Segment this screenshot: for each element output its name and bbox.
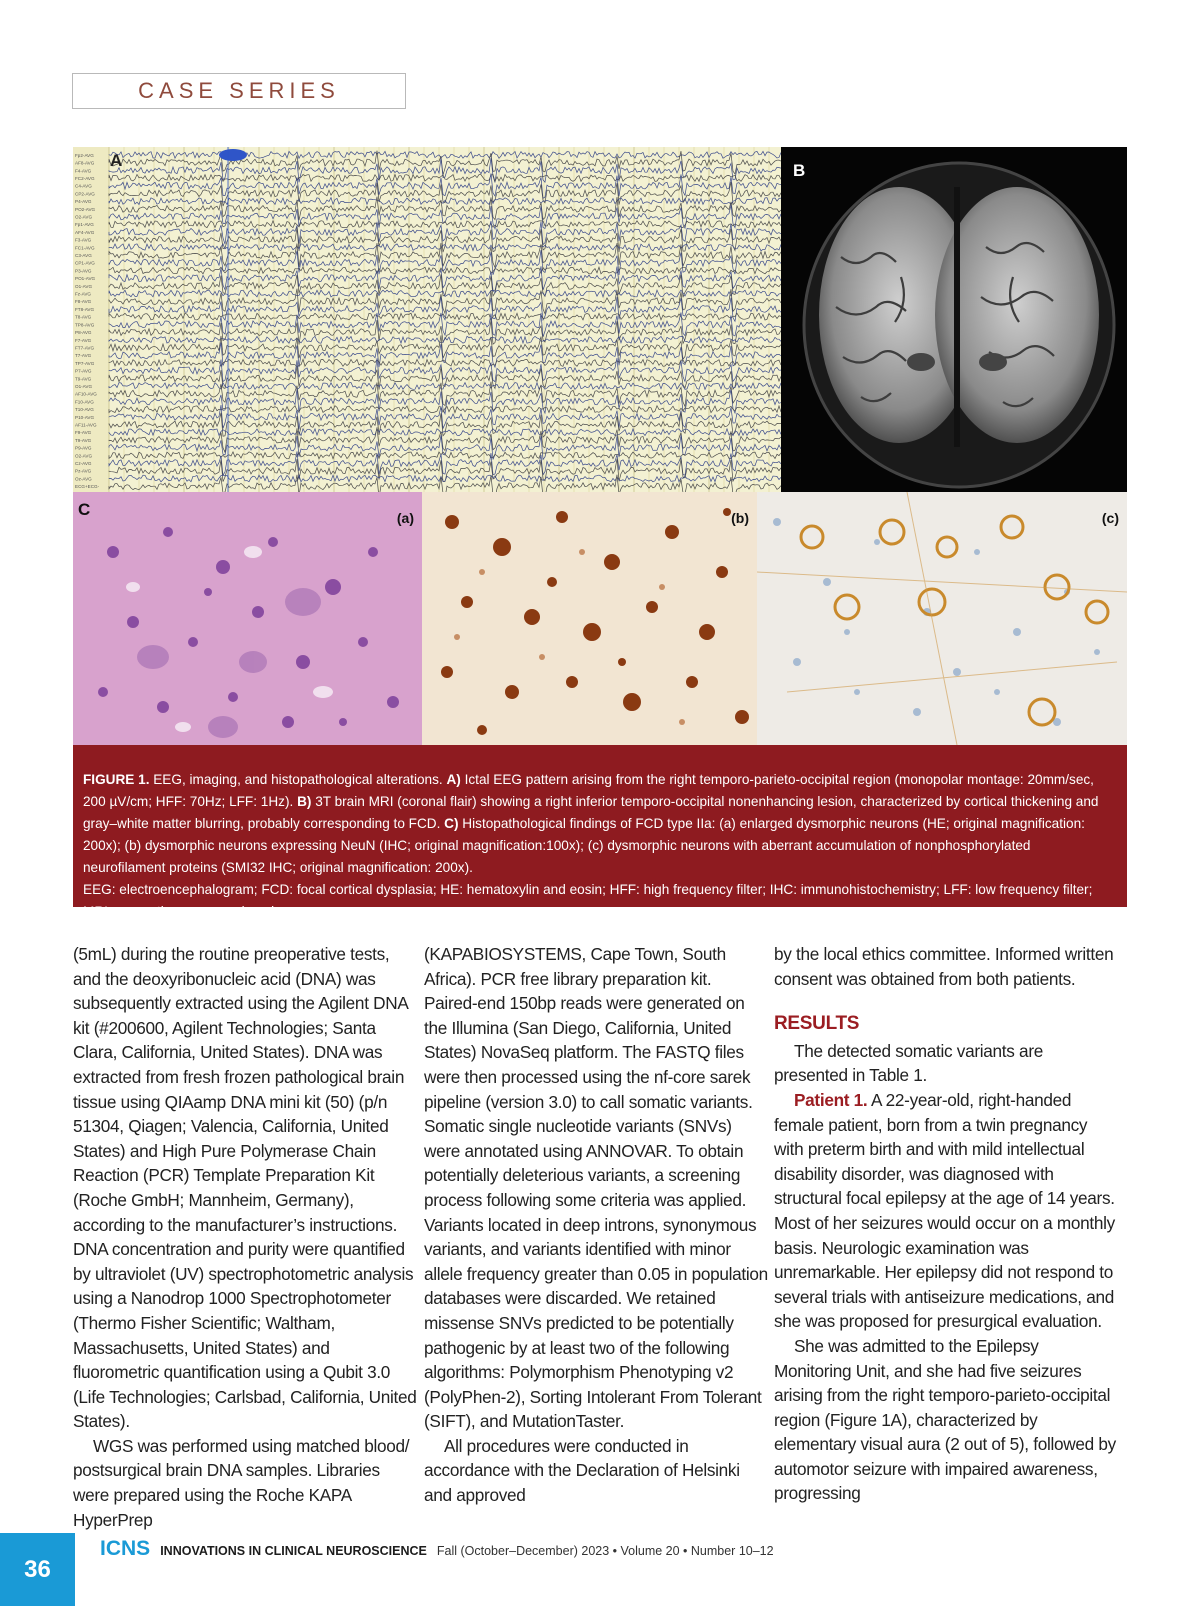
journal-footer xyxy=(100,1537,774,1565)
eeg-trace xyxy=(109,198,781,205)
eeg-trace-chart xyxy=(73,147,781,492)
section-label-box xyxy=(72,73,406,109)
eeg-channel-label: FT8-AVG xyxy=(75,306,95,312)
eeg-channel-label: Pz-AVG xyxy=(75,468,92,474)
eeg-channel-label: P3-AVG xyxy=(75,268,92,274)
eeg-trace xyxy=(109,475,781,482)
paragraph: She was admitted to the Epilepsy Monitoring Unit, and she had five seizures arising from the right temporo-parieto-occipital region (Figure 1A), characterized by elementary visual aura (2 out of 5), followed by automotor seizure with impaired awareness, progressing xyxy=(774,1335,1116,1504)
eeg-channel-label: F7-AVG xyxy=(75,337,92,343)
journal-name: INNOVATIONS IN CLINICAL NEUROSCIENCE xyxy=(160,1544,427,1558)
patient-1-text: A 22-year-old, right-handed female patient, born from a twin pregnancy with preterm birth and with mild intellectual disability disorder, was diagnosed with structural focal epilepsy at the age of 14 years. Most of her seizures would occur on a monthly basis. Neurologic examination was unremarkable. Her epilepsy did not respond to several trials with antiseizure medications, and she was proposed for presurgical evaluation. xyxy=(774,1089,1115,1332)
paragraph: (5mL) during the routine preoperative tests, and the deoxyribonucleic acid (DNA) was subsequently extracted using the Agilent DNA kit (#200600, Agilent Technologies; Santa Clara, California, United States). DNA was extracted from fresh frozen pathological brain tissue using QIAamp DNA mini kit (50) (p/n 51304, Qiagen; Valencia, California, United States) and High Pure Polymerase Chain Reaction (PCR) Template Preparation Kit (Roche GmbH; Mannheim, Germany), according to the manufacturer’s instructions. DNA concentration and purity were quantified by ultraviolet (UV) spectrophotometric analysis using a Nanodrop 1000 Spectrophotometer (Thermo Fisher Scientific; Waltham, Massachusetts, United States) and fluorometric quantification using a Qubit 3.0 (Life Technologies; Carlsbad, California, United States). xyxy=(73,944,417,1432)
eeg-event-marker xyxy=(219,149,247,161)
body-column-3 xyxy=(774,942,1119,1506)
mri-panel xyxy=(781,147,1127,492)
eeg-channel-label: P9-AVG xyxy=(75,445,92,451)
eeg-channel-label: FC2-AVG xyxy=(75,175,95,181)
eeg-channel-label: FC1-AVG xyxy=(75,245,95,251)
caption-c-label: C) xyxy=(444,816,459,831)
figure-1 xyxy=(73,147,1127,919)
eeg-channel-label: CP1-AVG xyxy=(75,260,95,266)
caption-a-label: A) xyxy=(446,772,461,787)
eeg-channel-label: TP8-AVG xyxy=(75,322,95,328)
eeg-trace xyxy=(109,205,781,229)
eeg-channel-label: O2-AVG xyxy=(75,214,93,220)
eeg-trace xyxy=(109,475,781,492)
body-column-2 xyxy=(424,942,769,1508)
paragraph: The detected somatic variants are presented in Table 1. xyxy=(774,1040,1043,1086)
eeg-channel-label: O1-AVG xyxy=(75,283,93,289)
page-number: 36 xyxy=(0,1533,75,1606)
eeg-channel-label: Fp2-AVG xyxy=(75,152,94,158)
eeg-channel-label: T8-AVG xyxy=(75,314,92,320)
eeg-channel-label: AF4-AVG xyxy=(75,229,95,235)
eeg-channel-label: AF10-AVG xyxy=(75,391,97,397)
neun-stain-image xyxy=(422,492,757,745)
eeg-trace xyxy=(109,274,781,297)
caption-b-text: 3T brain MRI (coronal flair) showing a right inferior temporo-occipital nonenhancing lesion, characterized by cortical thickening and gray–white matter blurring, probably corresponding to FCD. xyxy=(83,794,1099,831)
histology-he-panel xyxy=(73,492,422,745)
eeg-trace xyxy=(109,297,781,322)
eeg-channel-label: O2-AVG xyxy=(75,453,93,459)
eeg-channel-label: Fz-AVG xyxy=(75,291,91,297)
paragraph: All procedures were conducted in accordance with the Declaration of Helsinki and approved xyxy=(424,1435,740,1506)
paragraph: (KAPABIOSYSTEMS, Cape Town, South Africa). PCR free library preparation kit. Paired-end 150bp reads were generated on the Illumina (San Diego, California, United States) NovaSeq platform. The FASTQ files were then processed using the nf-core sarek pipeline (version 3.0) to call somatic variants. Somatic single nucleotide variants (SNVs) were annotated using ANNOVAR. To obtain potentially deleterious variants, a screening process following some criteria was applied. Variants located in deep introns, synonymous variants, and variants identified with minor allele frequency greater than 0.05 in population databases were discarded. We retained missense SNVs predicted to be potentially pathogenic by at least two of the following algorithms: Polymorphism Phenotyping v2 (PolyPhen-2), Sorting Intolerant From Tolerant (SIFT), and MutationTaster. xyxy=(424,944,768,1432)
eeg-channel-label: P4-AVG xyxy=(75,199,92,205)
panel-a-label: A xyxy=(110,151,123,170)
figure-caption xyxy=(83,769,1113,923)
he-stain-image xyxy=(73,492,422,745)
eeg-channel-label: TP7-AVG xyxy=(75,360,95,366)
eeg-channel-label: F8-AVG xyxy=(75,299,92,305)
sub-panel-b-label: (b) xyxy=(731,510,749,526)
eeg-channel-label: P10-AVG xyxy=(75,414,95,420)
body-column-1 xyxy=(73,942,418,1532)
paragraph: by the local ethics committee. Informed written consent was obtained from both patients. xyxy=(774,944,1114,989)
eeg-channel-label: T10-AVG xyxy=(75,407,94,413)
smi32-stain-image xyxy=(757,492,1127,745)
eeg-trace xyxy=(109,250,781,275)
eeg-channel-label: T9-AVG xyxy=(75,376,92,382)
figure-title: EEG, imaging, and histopathological alterations. xyxy=(149,772,447,787)
eeg-channel-label: C4-AVG xyxy=(75,183,92,189)
eeg-channel-label: F9-AVG xyxy=(75,430,92,436)
caption-a-text: Ictal EEG pattern arising from the right temporo-parieto-occipital region (monopolar montage: 20mm/sec, 200 µV/cm; HFF: 70Hz; LFF: 1Hz). xyxy=(83,772,1094,809)
sub-panel-a-label: (a) xyxy=(396,510,414,526)
paragraph: WGS was performed using matched blood/ postsurgical brain DNA samples. Libraries were prepared using the Roche KAPA HyperPrep xyxy=(73,1435,410,1530)
section-label: CASE SERIES xyxy=(138,78,340,103)
eeg-channel-label: F4-AVG xyxy=(75,168,92,174)
eeg-channel-label: C3-AVG xyxy=(75,253,92,259)
eeg-channel-label: PO1-AVG xyxy=(75,276,96,282)
journal-brand: ICNS xyxy=(100,1537,151,1560)
eeg-trace xyxy=(109,452,781,459)
eeg-trace xyxy=(109,182,781,206)
eeg-channel-label: T7-AVG xyxy=(75,353,92,359)
eeg-trace xyxy=(109,389,781,414)
eeg-channel-label: FT7-AVG xyxy=(75,345,95,351)
panel-b-label: B xyxy=(793,161,806,180)
eeg-panel xyxy=(73,147,781,492)
eeg-channel-label: Oz-AVG xyxy=(75,476,92,482)
eeg-channel-label: AF8-AVG xyxy=(75,160,95,166)
caption-b-label: B) xyxy=(297,794,312,809)
eeg-channel-label: CP2-AVG xyxy=(75,191,95,197)
journal-issue: Fall (October–December) 2023 • Volume 20 • Number 10–12 xyxy=(436,1544,774,1558)
sub-panel-c-label: (c) xyxy=(1101,510,1119,526)
histology-neun-panel xyxy=(422,492,757,745)
patient-1-lead: Patient 1. xyxy=(794,1089,868,1110)
caption-abbreviations: EEG: electroencephalogram; FCD: focal cortical dysplasia; HE: hematoxylin and eosin; HFF: high frequency filter; IHC: immunohistochemistry; LFF: low frequency filter; MRI: magnetic resonance imaging xyxy=(83,882,1093,919)
eeg-channel-label: Cz-AVG xyxy=(75,461,92,467)
caption-c-text: Histopathological findings of FCD type IIa: (a) enlarged dysmorphic neurons (HE; original magnification: 200x); (b) dysmorphic neurons expressing NeuN (IHC; original magnification:100x); (c) dysmorphic neurons with aberrant accumulation of nonphosphorylated neurofilament proteins (SMI32 IHC; original magnification: 200x). xyxy=(83,816,1085,875)
eeg-channel-label: P8-AVG xyxy=(75,330,92,336)
eeg-channel-label: AF11-AVG xyxy=(75,422,97,428)
eeg-channel-label: F3-AVG xyxy=(75,237,92,243)
eeg-channel-label: T9-AVG xyxy=(75,437,92,443)
eeg-channel-label: O1-AVG xyxy=(75,383,93,389)
eeg-channel-label: P7-AVG xyxy=(75,368,92,374)
panel-c-label: C xyxy=(78,500,91,519)
eeg-channel-label: ECG+ECG- xyxy=(75,484,100,490)
mri-image xyxy=(781,147,1127,492)
results-heading: RESULTS xyxy=(774,1013,860,1035)
figure-label: FIGURE 1. xyxy=(83,772,150,787)
eeg-trace xyxy=(109,459,781,482)
histology-smi32-panel xyxy=(757,492,1127,745)
eeg-channel-label: PO2-AVG xyxy=(75,206,96,212)
paragraph xyxy=(774,1088,1119,1334)
eeg-channel-label: Fp1-AVG xyxy=(75,222,94,228)
eeg-channel-label: F10-AVG xyxy=(75,399,94,405)
